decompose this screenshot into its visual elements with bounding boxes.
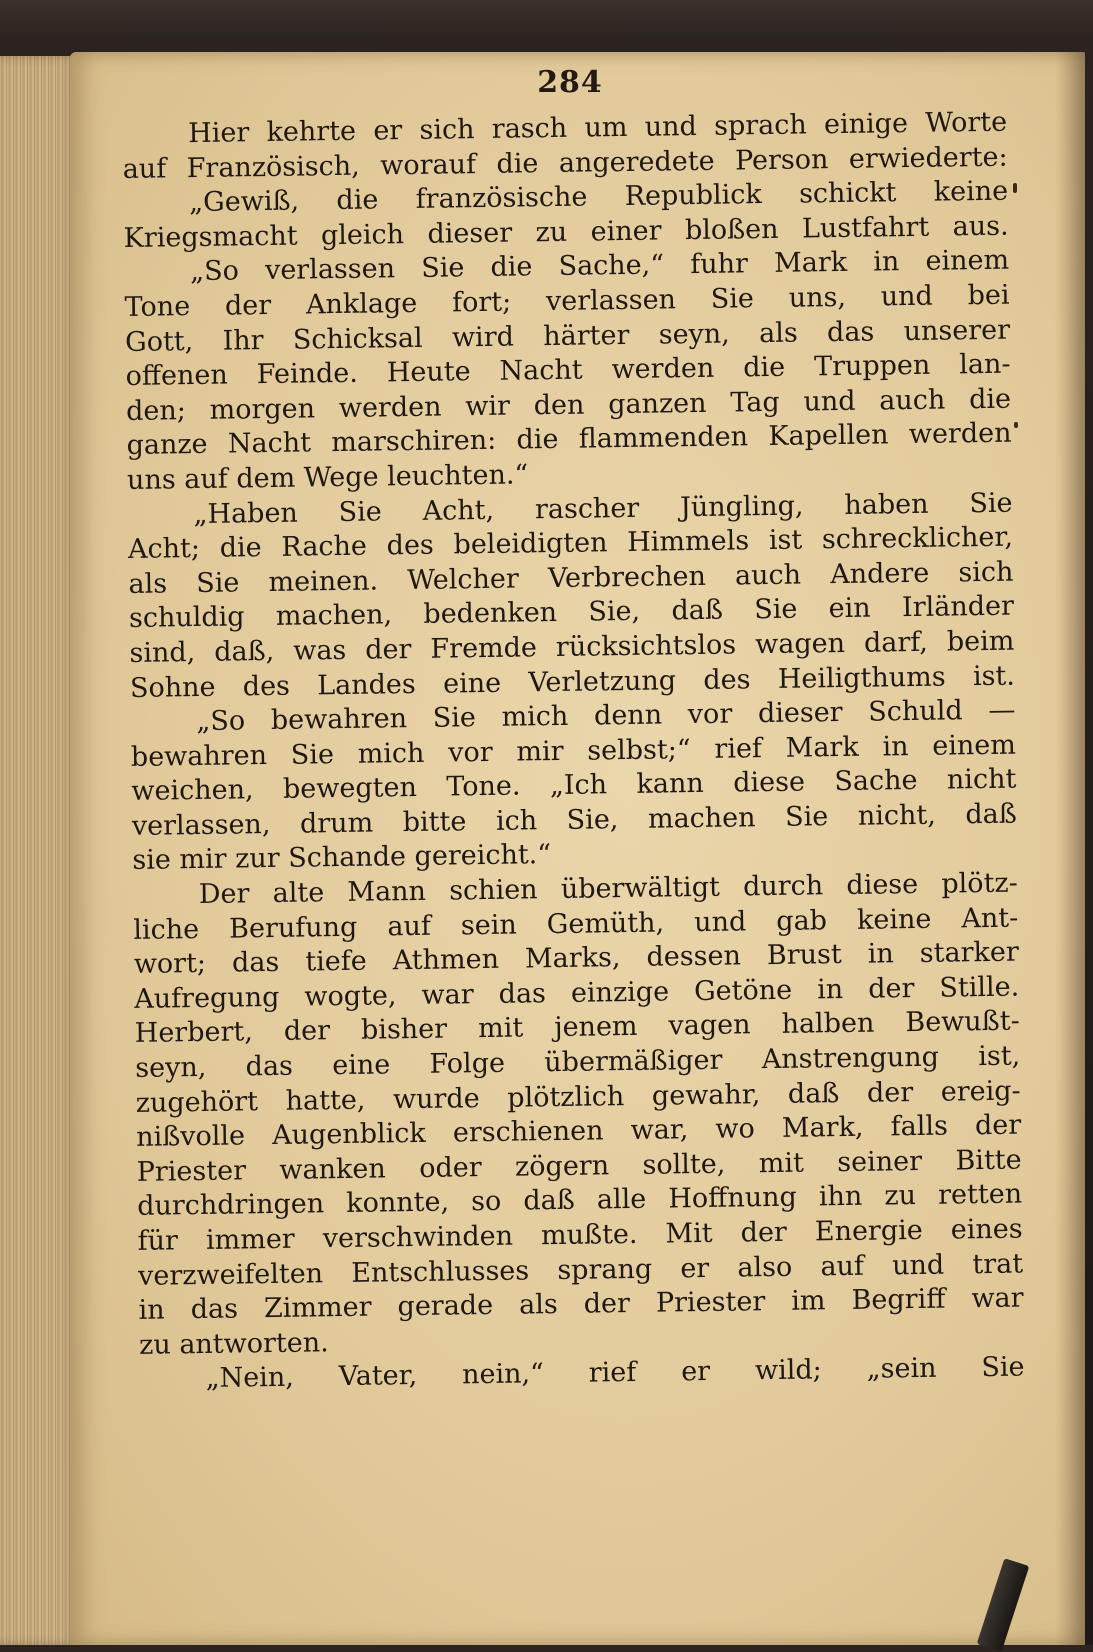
text-line: Der alte Mann schien überwältigt durch diese plötz- [198, 867, 1018, 911]
text-line: für immer verschwinden mußte. Mit der Energie eines [137, 1213, 1023, 1257]
text-line: ganze Nacht marschiren: die flammenden Kapellen werden [126, 417, 1012, 462]
margin-mark [1014, 422, 1018, 428]
text-line: verlassen, drum bitte ich Sie, machen Sie nicht, daß [131, 798, 1018, 842]
text-line: Kriegsmacht gleich dieser zu einer bloßen Lustfahrt aus. [123, 210, 1009, 254]
spine-shadow [1055, 52, 1085, 1645]
text-line: Herbert, der bisher mit jenem vagen halben Bewußt- [134, 1005, 1020, 1050]
text-line: liche Berufung auf sein Gemüth, und gab keine Ant- [133, 902, 1019, 946]
text-line: Aufregung wogte, war das einzige Getöne in der Stille. [134, 971, 1020, 1015]
margin-mark [1013, 183, 1017, 193]
page-number: 284 [537, 65, 603, 100]
text-line: wort; das tiefe Athmen Marks, dessen Brust in starker [133, 936, 1019, 981]
text-line: Priester wanken oder zögern sollte, mit seiner Bitte [136, 1144, 1022, 1188]
text-line: zugehört hatte, wurde plötzlich gewahr, daß der ereig- [135, 1075, 1021, 1119]
text-line: verzweifelten Entschlusses sprang er also auf und trat [137, 1248, 1024, 1292]
text-line: „So bewahren Sie mich denn vor dieser Schuld — [196, 694, 1016, 738]
text-line: nißvolle Augenblick erschienen war, wo Mark, falls der [136, 1109, 1022, 1154]
text-line: auf Französisch, worauf die angeredete Person erwiederte: [122, 141, 1008, 185]
text-line: sie mir zur Schande gereicht.“ [132, 839, 552, 877]
text-line: bewahren Sie mich vor mir selbst;“ rief Mark in einem [130, 729, 1017, 773]
stacked-page-edges [0, 56, 78, 1645]
body-text [122, 106, 1025, 1398]
text-line: offenen Feinde. Heute Nacht werden die Truppen lan- [125, 348, 1011, 393]
text-line: uns auf dem Wege leuchten.“ [126, 459, 529, 496]
text-line: als Sie meinen. Welcher Verbrechen auch Andere sich [128, 556, 1014, 600]
text-line: schuldig machen, bedenken Sie, daß Sie ein Irländer [128, 590, 1015, 635]
text-line: „Gewiß, die französische Republick schickt keine [188, 175, 1009, 219]
text-line: Tone der Anklage fort; verlassen Sie uns, und bei [124, 279, 1010, 323]
text-line: „Haben Sie Acht, rascher Jüngling, haben Sie [193, 487, 1013, 530]
text-line: durchdringen konnte, so daß alle Hoffnung ihn zu retten [136, 1178, 1023, 1223]
text-line: „Nein, Vater, nein,“ rief er wild; „sein Sie [205, 1351, 1025, 1395]
text-line: Gott, Ihr Schicksal wird härter seyn, als das unserer [124, 314, 1011, 358]
text-line: Sohne des Landes eine Verletzung des Heiligthums ist. [129, 660, 1016, 704]
text-line: „So verlassen Sie die Sache,“ fuhr Mark in einem [189, 245, 1010, 288]
text-line: Hier kehrte er sich rasch um und sprach einige Worte [188, 106, 1008, 150]
text-line: Acht; die Rache des beleidigten Himmels ist schrecklicher, [127, 521, 1014, 566]
text-line: sind, daß, was der Fremde rücksichtslos wagen darf, beim [129, 625, 1015, 669]
text-line: in das Zimmer gerade als der Priester im Begriff war [138, 1282, 1024, 1327]
text-line: seyn, das eine Folge übermäßiger Anstrengung ist, [135, 1040, 1021, 1084]
text-line: weichen, bewegten Tone. „Ich kann diese Sache nicht [131, 763, 1017, 808]
text-line: zu antworten. [138, 1327, 329, 1361]
text-line: den; morgen werden wir den ganzen Tag und auch die [125, 383, 1012, 427]
